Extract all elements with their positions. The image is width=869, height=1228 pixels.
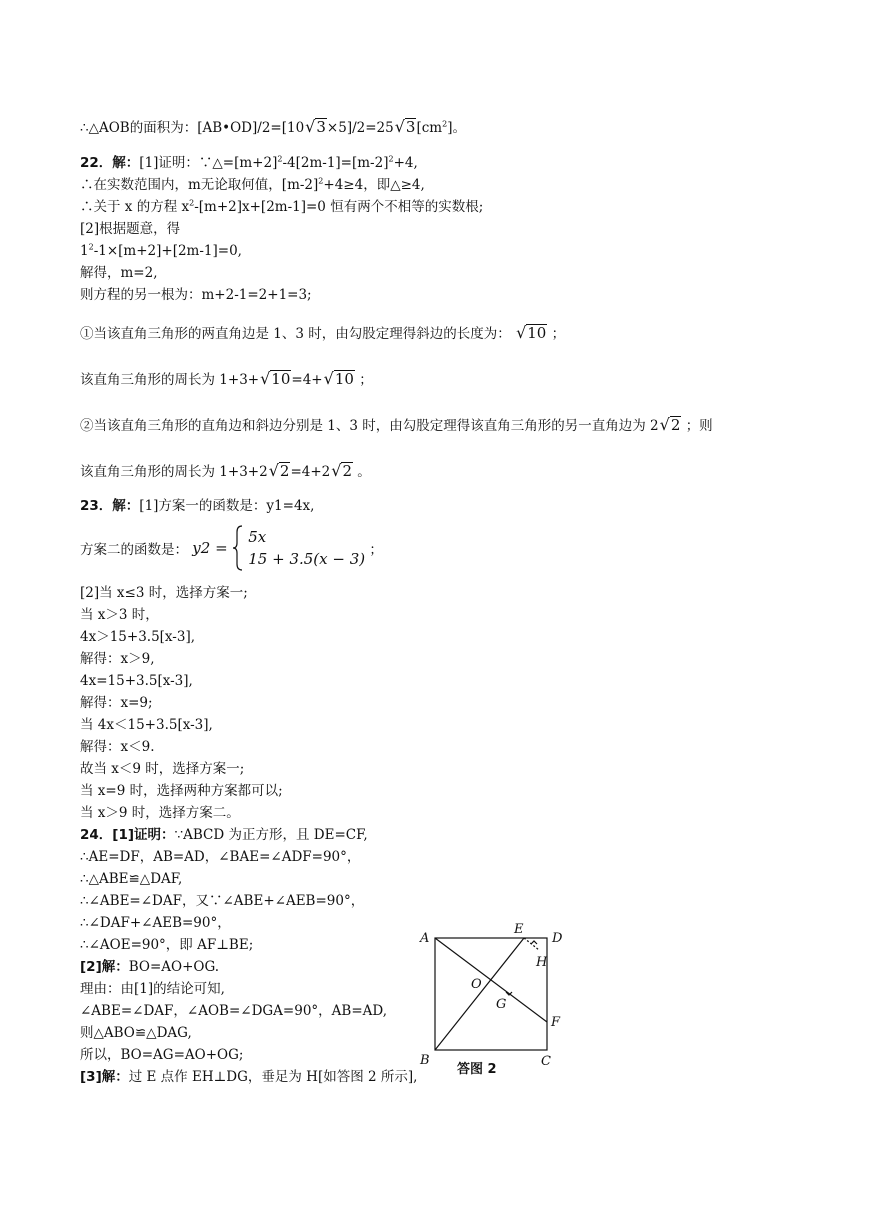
text: BO=AO+OG. — [128, 959, 220, 975]
text: =4+2 — [290, 464, 331, 480]
text: ；则 — [685, 418, 713, 434]
text: -[m+2]x+[2m-1]=0 恒有两个不相等的实数根; — [194, 199, 484, 215]
q23-line-5: 4x＞15+3.5[x-3], — [80, 629, 196, 645]
text: =4+ — [291, 372, 323, 388]
brace-icon — [232, 524, 244, 572]
q22-line-3 — [80, 198, 483, 216]
label-b: B — [420, 1053, 430, 1068]
q22-perimeter-1 — [80, 370, 373, 389]
q24-line-8: 理由：由[1]的结论可知, — [80, 981, 225, 997]
sqrt-2: √ 2 — [279, 462, 291, 479]
figure-caption: 答图 2 — [457, 1062, 497, 1077]
q24-line-11: 所以，BO=AG=AO+OG; — [80, 1047, 244, 1063]
superscript: 2 — [388, 154, 394, 164]
sqrt-2: √ 2 — [341, 462, 353, 479]
q23-line-10: 解得：x＜9. — [80, 739, 155, 755]
label: [3]解： — [80, 1069, 129, 1085]
label-g: G — [496, 997, 507, 1012]
q23-line-9: 当 4x＜15+3.5[x-3], — [80, 717, 213, 733]
q22-line-4: [2]根据题意，得 — [80, 221, 181, 237]
superscript: 2 — [189, 198, 195, 208]
q22-line-1 — [80, 154, 418, 172]
square-abcd — [435, 938, 547, 1050]
q24-line-7 — [80, 958, 219, 976]
sqrt-10: √ 10 — [334, 370, 355, 387]
label-a: A — [420, 931, 430, 946]
q24-line-3: ∴△ABE≌△DAF, — [80, 871, 183, 887]
text: 方案二的函数是： — [80, 542, 188, 558]
text: 。 — [357, 464, 371, 480]
text: ②当该直角三角形的直角边和斜边分别是 1、3 时，由勾股定理得该直角三角形的另一直角边为 2 — [80, 418, 659, 434]
label-o: O — [471, 977, 482, 992]
sqrt-2: √ 2 — [670, 416, 682, 433]
q23-line-12: 当 x=9 时，选择两种方案都可以; — [80, 783, 283, 799]
text: +4≥4，即△≥4, — [323, 177, 425, 193]
q24-line-2: ∴AE=DF，AB=AD，∠BAE=∠ADF=90°， — [80, 849, 361, 865]
text: ∴在实数范围内，m无论取何值，[m-2] — [80, 177, 319, 193]
text: -1×[m+2]+[2m-1]=0, — [93, 243, 242, 259]
question-number: 24．[1]证明： — [80, 827, 175, 843]
sqrt-10: √ 10 — [270, 370, 291, 387]
area-line — [80, 118, 466, 137]
q22-line-5 — [80, 242, 242, 260]
superscript: 2 — [442, 119, 448, 129]
q24-line-4: ∴∠ABE=∠DAF，又∵∠ABE+∠AEB=90°， — [80, 893, 365, 909]
text: 该直角三角形的周长为 1+3+2 — [80, 464, 268, 480]
geometry-figure — [415, 918, 575, 1083]
q23-line-3: [2]当 x≤3 时，选择方案一; — [80, 585, 248, 601]
text: -4[2m-1]=[m-2] — [282, 155, 389, 171]
piecewise-brace — [232, 524, 365, 572]
superscript: 2 — [277, 154, 283, 164]
q24-line-6: ∴∠AOE=90°，即 AF⊥BE; — [80, 937, 254, 953]
superscript: 2 — [88, 242, 94, 252]
question-number: 22．解： — [80, 155, 140, 171]
q22-case-1 — [80, 324, 565, 343]
q23-line-6: 解得：x＞9, — [80, 651, 155, 667]
text: ∵ABCD 为正方形，且 DE=CF, — [174, 827, 368, 843]
right-angle-h — [531, 941, 537, 944]
q22-line-7: 则方程的另一根为：m+2-1=2+1=3; — [80, 287, 312, 303]
superscript: 2 — [318, 176, 324, 186]
label-d: D — [552, 931, 563, 946]
q24-line-9: ∠ABE=∠DAF，∠AOB=∠DGA=90°，AB=AD, — [80, 1003, 388, 1019]
y2-symbol: y2 = — [192, 539, 228, 557]
sqrt-3: √ 3 — [315, 118, 327, 135]
sqrt-3b: √ 3 — [405, 118, 417, 135]
text: ]。 — [447, 120, 466, 136]
label: [2]解： — [80, 959, 129, 975]
label-h: H — [536, 955, 548, 970]
text: ∴△AOB的面积为：[AB•OD]/2=[10 — [80, 120, 305, 136]
q24-line-5: ∴∠DAF+∠AEB=90°， — [80, 915, 231, 931]
label-e: E — [514, 922, 524, 937]
text: 该直角三角形的周长为 1+3+ — [80, 372, 260, 388]
text: ①当该直角三角形的两直角边是 1、3 时，由勾股定理得斜边的长度为： — [80, 326, 511, 342]
sqrt-10: √ 10 — [526, 324, 547, 341]
q23-line-8: 解得：x=9; — [80, 695, 153, 711]
q22-case-2 — [80, 416, 713, 435]
label-f: F — [551, 1015, 561, 1030]
q22-perimeter-2 — [80, 462, 371, 481]
q22-line-2 — [80, 176, 425, 194]
text: [1]证明：∵△=[m+2] — [139, 155, 278, 171]
text: ×5]/2=25 — [326, 120, 394, 136]
q22-line-6: 解得，m=2, — [80, 265, 158, 281]
q23-line-11: 故当 x＜9 时，选择方案一; — [80, 761, 245, 777]
piece-2: 15 + 3.5(x − 3) — [248, 550, 366, 568]
q24-line-12 — [80, 1068, 417, 1086]
q24-line-10: 则△ABO≌△DAG, — [80, 1025, 192, 1041]
q23-piecewise — [80, 524, 383, 572]
q23-line-13: 当 x＞9 时，选择方案二。 — [80, 805, 240, 821]
q23-line-1 — [80, 497, 314, 515]
text: ； — [551, 326, 566, 342]
question-number: 23．解： — [80, 498, 140, 514]
text: 过 E 点作 EH⊥DG，垂足为 H[如答图 2 所示], — [128, 1069, 418, 1085]
text: ∴关于 x 的方程 x — [80, 199, 190, 215]
text: 1 — [80, 243, 89, 259]
text: [1]方案一的函数是：y1=4x, — [139, 498, 315, 514]
text: ； — [369, 542, 383, 558]
q23-line-7: 4x=15+3.5[x-3], — [80, 673, 193, 689]
q23-line-4: 当 x＞3 时， — [80, 607, 159, 623]
q24-line-1 — [80, 826, 368, 844]
text: ； — [359, 372, 373, 388]
label-c: C — [541, 1054, 551, 1069]
text: [cm — [416, 120, 443, 136]
text: +4, — [393, 155, 418, 171]
piece-1: 5x — [248, 528, 267, 546]
